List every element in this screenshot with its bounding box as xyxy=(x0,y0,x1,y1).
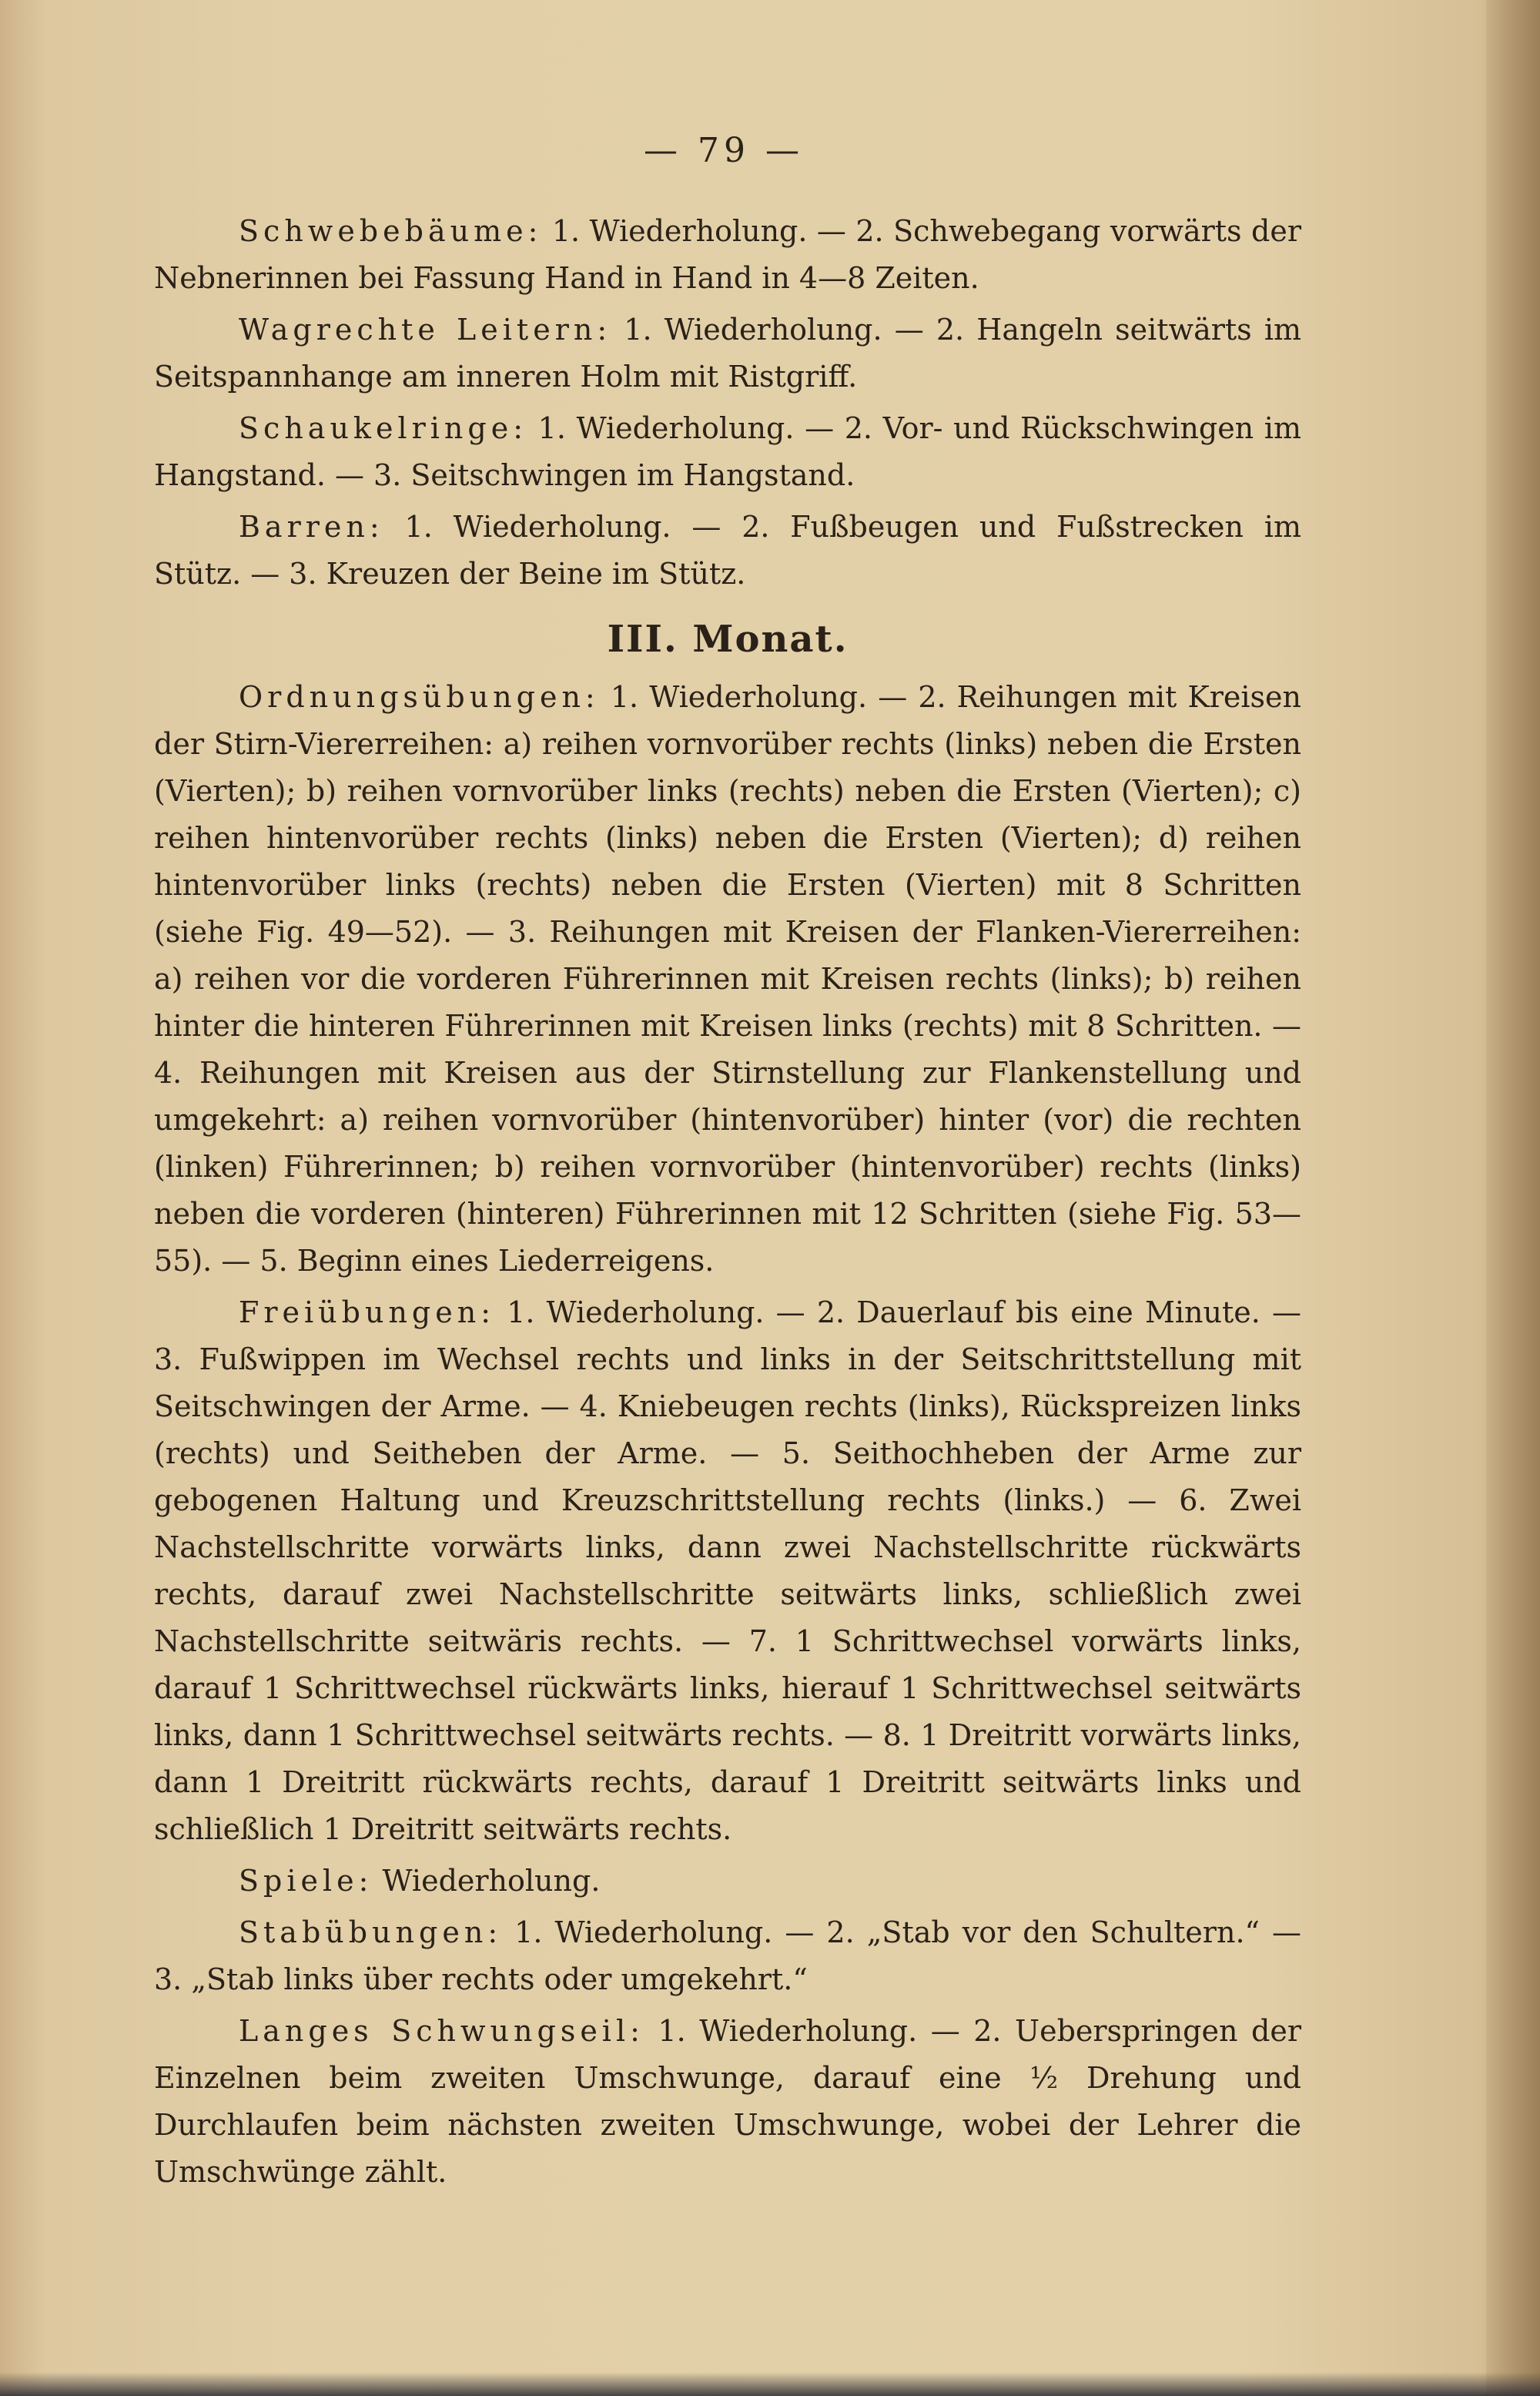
paragraph-ordnungsuebungen xyxy=(154,674,1301,1285)
paragraph-barren xyxy=(154,504,1301,598)
paragraph-lead: Barren: xyxy=(239,510,384,544)
section-title: III. Monat. xyxy=(607,618,849,661)
paragraph-spiele xyxy=(154,1858,1301,1905)
paragraph-body: 1. Wiederholung. — 2. Hangeln seitwärts im Seitspannhange am inneren Holm mit Ristgriff. xyxy=(154,313,1302,394)
paragraph-stabuebungen xyxy=(154,1909,1301,2003)
paragraph-schaukelringe xyxy=(154,405,1301,499)
paragraph-body: 1. Wiederholung. — 2. Ueberspringen der Einzelnen beim zweiten Umschwunge, darauf eine ½ Drehung und Durchlaufen beim nächsten zweiten Umschwunge, wobei der Lehrer die Umschwünge zählt. xyxy=(154,2014,1301,2189)
paragraph-body: 1. Wiederholung. — 2. „Stab vor den Schultern.“ — 3. „Stab links über rechts oder umgekehrt.“ xyxy=(154,1915,1301,1996)
paragraph-body: 1. Wiederholung. — 2. Vor- und Rückschwingen im Hangstand. — 3. Seitschwingen im Hangstand. xyxy=(154,411,1301,492)
paragraph-lead: Schaukelringe: xyxy=(239,411,527,445)
paragraph-body: 1. Wiederholung. — 2. Dauerlauf bis eine Minute. — 3. Fußwippen im Wechsel rechts und links in der Seitschrittstellung mit Seitschwingen der Arme. — 4. Kniebeugen rechts (links), Rückspreizen links (rechts) und Seitheben der Arme. — 5. Seithochheben der Arme zur gebogenen Haltung und Kreuzschrittstellung rechts (links.) — 6. Zwei Nachstellschritte vorwärts links, dann zwei Nachstellschritte rückwärts rechts, darauf zwei Nachstellschritte seitwärts links, schließlich zwei Nachstellschritte seitwäris rechts. — 7. 1 Schrittwechsel vorwärts links, darauf 1 Schrittwechsel rückwärts links, hierauf 1 Schrittwechsel seitwärts links, dann 1 Schrittwechsel seitwärts rechts. — 8. 1 Dreitritt vorwärts links, dann 1 Dreitritt rückwärts rechts, darauf 1 Dreitritt seitwärts links und schließlich 1 Dreitritt seitwärts rechts. xyxy=(154,1295,1301,1846)
paragraph-langes-schwungseil xyxy=(154,2008,1301,2196)
paragraph-lead: Stabübungen: xyxy=(239,1915,503,1949)
page-number: — 79 — xyxy=(644,131,804,170)
paragraph-body: 1. Wiederholung. — 2. Fußbeugen und Fußstrecken im Stütz. — 3. Kreuzen der Beine im Stütz. xyxy=(154,510,1301,591)
paragraph-lead: Schwebebäume: xyxy=(239,214,543,248)
paragraph-lead: Wagrechte Leitern: xyxy=(239,313,612,347)
paragraph-wagrechte-leitern xyxy=(154,307,1301,400)
page-edge-shadow xyxy=(1486,0,1540,2396)
paragraph-schwebebaeume xyxy=(154,208,1301,302)
paragraph-lead: Spiele: xyxy=(239,1864,373,1898)
paragraph-body: 1. Wiederholung. — 2. Reihungen mit Kreisen der Stirn-Viererreihen: a) reihen vornvorüber rechts (links) neben die Ersten (Vierten); b) reihen vornvorüber links (rechts) neben die Ersten (Vierten); c) reihen hintenvorüber rechts (links) neben die Ersten (Vierten); d) reihen hintenvorüber links (rechts) neben die Ersten (Vierten) mit 8 Schritten (siehe Fig. 49—52). — 3. Reihungen mit Kreisen der Flanken-Viererreihen: a) reihen vor die vorderen Führerinnen mit Kreisen rechts (links); b) reihen hinter die hinteren Führerinnen mit Kreisen links (rechts) mit 8 Schritten. — 4. Reihungen mit Kreisen aus der Stirnstellung zur Flankenstellung und umgekehrt: a) reihen vornvorüber (hintenvorüber) hinter (vor) die rechten (linken) Führerinnen; b) reihen vornvorüber (hintenvorüber) rechts (links) neben die vorderen (hinteren) Führerinnen mit 12 Schritten (siehe Fig. 53—55). — 5. Beginn eines Liederreigens. xyxy=(154,680,1301,1278)
paragraph-lead: Freiübungen: xyxy=(239,1295,496,1329)
body-text xyxy=(154,208,1301,2200)
paragraph-body: Wiederholung. xyxy=(373,1864,601,1898)
paragraph-freiuebungen xyxy=(154,1289,1301,1853)
page-bottom-edge xyxy=(0,2372,1540,2396)
paragraph-body: 1. Wiederholung. — 2. Schwebegang vorwärts der Nebnerinnen bei Fassung Hand in Hand in 4—8 Zeiten. xyxy=(154,214,1301,295)
paragraph-lead: Ordnungsübungen: xyxy=(239,680,600,714)
paragraph-lead: Langes Schwungseil: xyxy=(239,2014,644,2048)
